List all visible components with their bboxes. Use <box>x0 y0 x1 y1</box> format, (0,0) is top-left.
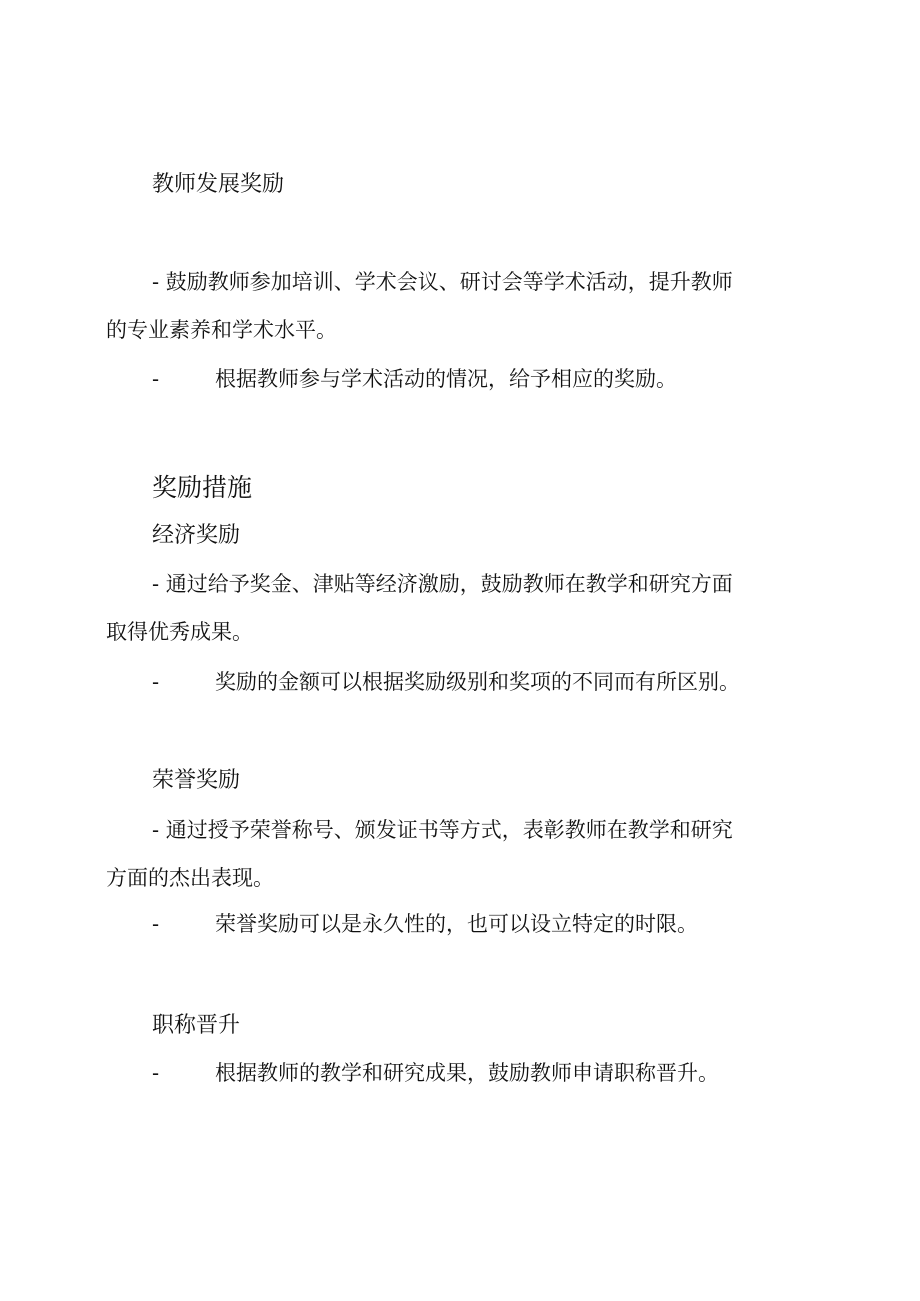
economic-reward-bullet-dash: - <box>152 670 160 694</box>
honor-reward-bullet-dash: - <box>152 912 160 936</box>
teacher-development-paragraph-line1: - 鼓励教师参加培训、学术会议、研讨会等学术活动，提升教师 <box>152 270 733 294</box>
honor-reward-paragraph-line1: - 通过授予荣誉称号、颁发证书等方式，表彰教师在教学和研究 <box>152 818 733 842</box>
teacher-development-paragraph-line2: 的专业素养和学术水平。 <box>106 318 337 342</box>
reward-measures-heading: 奖励措施 <box>152 473 253 502</box>
economic-reward-paragraph-line1: - 通过给予奖金、津贴等经济激励，鼓励教师在教学和研究方面 <box>152 572 733 596</box>
teacher-development-bullet-text: 根据教师参与学术活动的情况，给予相应的奖励。 <box>215 367 677 391</box>
teacher-development-bullet-dash: - <box>152 367 160 391</box>
honor-reward-bullet-text: 荣誉奖励可以是永久性的，也可以设立特定的时限。 <box>215 912 698 936</box>
title-promotion-bullet-dash: - <box>152 1061 160 1085</box>
honor-reward-paragraph-line2: 方面的杰出表现。 <box>106 866 274 890</box>
title-promotion-heading: 职称晋升 <box>152 1013 241 1038</box>
economic-reward-bullet-text: 奖励的金额可以根据奖励级别和奖项的不同而有所区别。 <box>215 670 740 694</box>
teacher-development-heading: 教师发展奖励 <box>152 172 285 197</box>
honor-reward-heading: 荣誉奖励 <box>152 768 241 793</box>
economic-reward-paragraph-line2: 取得优秀成果。 <box>106 620 253 644</box>
title-promotion-bullet-text: 根据教师的教学和研究成果，鼓励教师申请职称晋升。 <box>215 1061 719 1085</box>
economic-reward-heading: 经济奖励 <box>152 523 241 548</box>
